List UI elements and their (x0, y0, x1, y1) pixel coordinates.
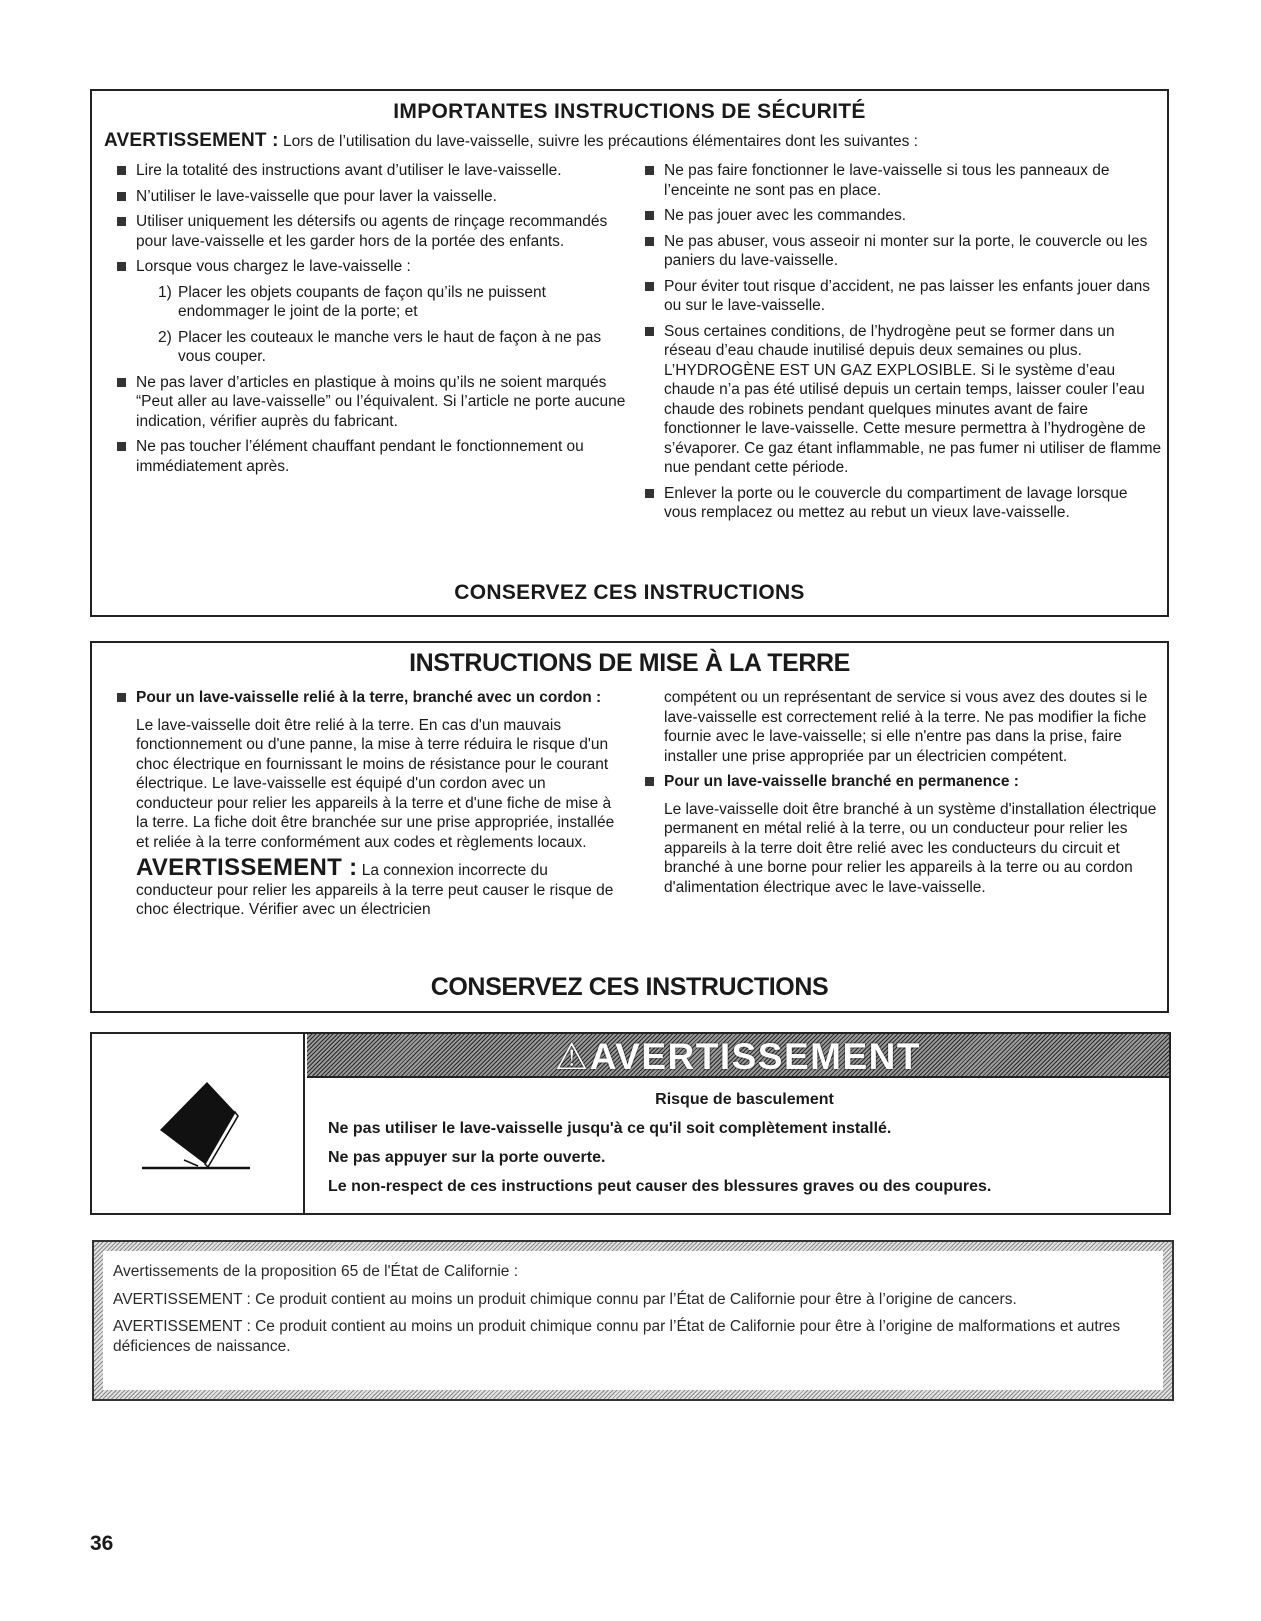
list-item: Sous certaines conditions, de l’hydrogène peut se former dans un réseau d’eau chaude inutilisé depuis deux semaines ou plus. L’HYDROGÈNE EST UN GAZ EXPLOSIBLE. Si le système d’eau chaude n’a pas été utilisé depuis un certain temps, laisser couler l’eau chaude des robinets pendant quelques minutes avant de faire fonctionner le lave-vaisselle. Cette mesure permettra à l’hydrogène de s’évaporer. Ce gaz étant inflammable, ne pas fumer ni utiliser de flamme nue pendant cette période. (644, 322, 1164, 478)
corded-text: Le lave-vaisselle doit être relié à la terre. En cas d'un mauvais fonctionnement ou d'une panne, la mise à terre réduira le risque d'un choc électrique en fournissant le moins de résistance pour le courant électrique. Le lave-vaisselle est équipé d'un cordon avec un conducteur pour relier les appareils à la terre et d'une fiche de mise à la terre. La fiche doit être branchée sur une prise appropriée, installée et reliée à la terre conformément aux codes et règlements locaux. (136, 716, 615, 851)
item-text: Placer les objets coupants de façon qu’ils ne puissent endommager le joint de la porte; et (178, 283, 546, 320)
safety-right-column (644, 161, 1164, 529)
grounding-warning-text: La connexion incorrecte du conducteur pour relier les appareils à la terre peut causer le risque de choc électrique. Vérifier avec un électricien (136, 862, 614, 918)
safety-warning-label: AVERTISSEMENT : (104, 130, 279, 151)
list-item: Ne pas toucher l’élément chauffant pendant le fonctionnement ou immédiatement après. (116, 437, 636, 476)
tip-warning-line: Ne pas appuyer sur la porte ouverte. (328, 1149, 606, 1166)
corded-text-continued: compétent ou un représentant de service si vous avez des doutes si le lave-vaisselle est correctement relié à la terre. Ne pas modifier la fiche fournie avec le lave-vaisselle; si elle n'entre pas dans la prise, faire installer une prise appropriée par un électricien compétent. (664, 689, 1148, 765)
list-item: Lorsque vous chargez le lave-vaisselle : (116, 257, 636, 277)
safety-warning-text: Lors de l’utilisation du lave-vaisselle, suivre les précautions élémentaires dont les suivantes : (278, 133, 918, 150)
warning-banner-text: ⚠AVERTISSEMENT (555, 1036, 921, 1077)
tip-warning-line: Le non-respect de ces instructions peut causer des blessures graves ou des coupures. (328, 1178, 992, 1195)
numbered-item (116, 283, 636, 322)
permanent-text: Le lave-vaisselle doit être branché à un système d'installation électrique permanent en métal relié à la terre, ou un conducteur pour relier les appareils à la terre doit être relié avec les conducteurs du circuit et branché à une borne pour relier les appareils à la terre ou au cordon d'alimentation électrique avec le lave-vaisselle. (664, 800, 1157, 896)
list-item: Ne pas laver d’articles en plastique à moins qu’ils ne soient marqués “Peut aller au lave-vaisselle” ou l’équivalent. Si l’article ne porte aucune indication, vérifier auprès du fabricant. (116, 373, 636, 432)
list-item: Ne pas jouer avec les commandes. (644, 206, 1164, 226)
prop65-heading: Avertissements de la proposition 65 de l'État de Californie : (113, 1263, 519, 1280)
prop65-content (103, 1251, 1163, 1390)
corded-heading: Pour un lave-vaisselle relié à la terre, branché avec un cordon : (116, 688, 626, 708)
safety-warning-line (104, 130, 1159, 152)
permanent-heading: Pour un lave-vaisselle branché en permanence : (644, 772, 1164, 792)
list-item: Lire la totalité des instructions avant d’utiliser le lave-vaisselle. (116, 161, 636, 181)
tip-over-icon-cell (92, 1034, 305, 1213)
safety-left-column (116, 161, 636, 482)
tip-over-hazard-icon (92, 1034, 305, 1213)
warning-banner (307, 1034, 1169, 1078)
numbered-item (116, 328, 636, 367)
safety-footer: CONSERVEZ CES INSTRUCTIONS (454, 581, 805, 604)
list-item: Enlever la porte ou le couvercle du compartiment de lavage lorsque vous remplacez ou mettez au rebut un vieux lave-vaisselle. (644, 484, 1164, 523)
list-item: Utiliser uniquement les détersifs ou agents de rinçage recommandés pour lave-vaisselle et les garder hors de la portée des enfants. (116, 212, 636, 251)
prop65-box (92, 1240, 1174, 1401)
grounding-instructions-box (90, 641, 1169, 1013)
safety-instructions-box (90, 89, 1169, 617)
list-item: Pour éviter tout risque d’accident, ne pas laisser les enfants jouer dans ou sur le lave-vaisselle. (644, 277, 1164, 316)
list-item: Ne pas faire fonctionner le lave-vaisselle si tous les panneaux de l’enceinte ne sont pas en place. (644, 161, 1164, 200)
page-number: 36 (90, 1532, 114, 1555)
safety-title: IMPORTANTES INSTRUCTIONS DE SÉCURITÉ (393, 100, 866, 123)
item-text: Placer les couteaux le manche vers le haut de façon à ne pas vous couper. (178, 328, 602, 365)
grounding-title: INSTRUCTIONS DE MISE À LA TERRE (409, 649, 850, 677)
prop65-line: AVERTISSEMENT : Ce produit contient au moins un produit chimique connu par l’État de Californie pour être à l’origine de malformations et autres déficiences de naissance. (113, 1318, 1121, 1355)
tip-warning-line: Ne pas utiliser le lave-vaisselle jusqu'à ce qu'il soit complètement installé. (328, 1120, 892, 1137)
list-item: N’utiliser le lave-vaisselle que pour laver la vaisselle. (116, 187, 636, 207)
item-number: 2) (158, 328, 172, 346)
tip-over-warning-box (90, 1032, 1171, 1215)
item-number: 1) (158, 283, 172, 301)
grounding-left-column (116, 688, 626, 920)
tip-warning-lines (328, 1090, 1161, 1206)
warning-triangle-icon: ⚠ (555, 1036, 590, 1077)
grounding-footer: CONSERVEZ CES INSTRUCTIONS (430, 973, 829, 1001)
grounding-warning (116, 854, 626, 920)
tip-warning-heading: Risque de basculement (655, 1091, 834, 1108)
prop65-line: AVERTISSEMENT : Ce produit contient au moins un produit chimique connu par l’État de Californie pour être à l’origine de cancers. (113, 1290, 1017, 1308)
grounding-right-column (644, 688, 1164, 897)
list-item: Ne pas abuser, vous asseoir ni monter sur la porte, le couvercle ou les paniers du lave-vaisselle. (644, 232, 1164, 271)
grounding-warning-label: AVERTISSEMENT : (136, 854, 358, 881)
